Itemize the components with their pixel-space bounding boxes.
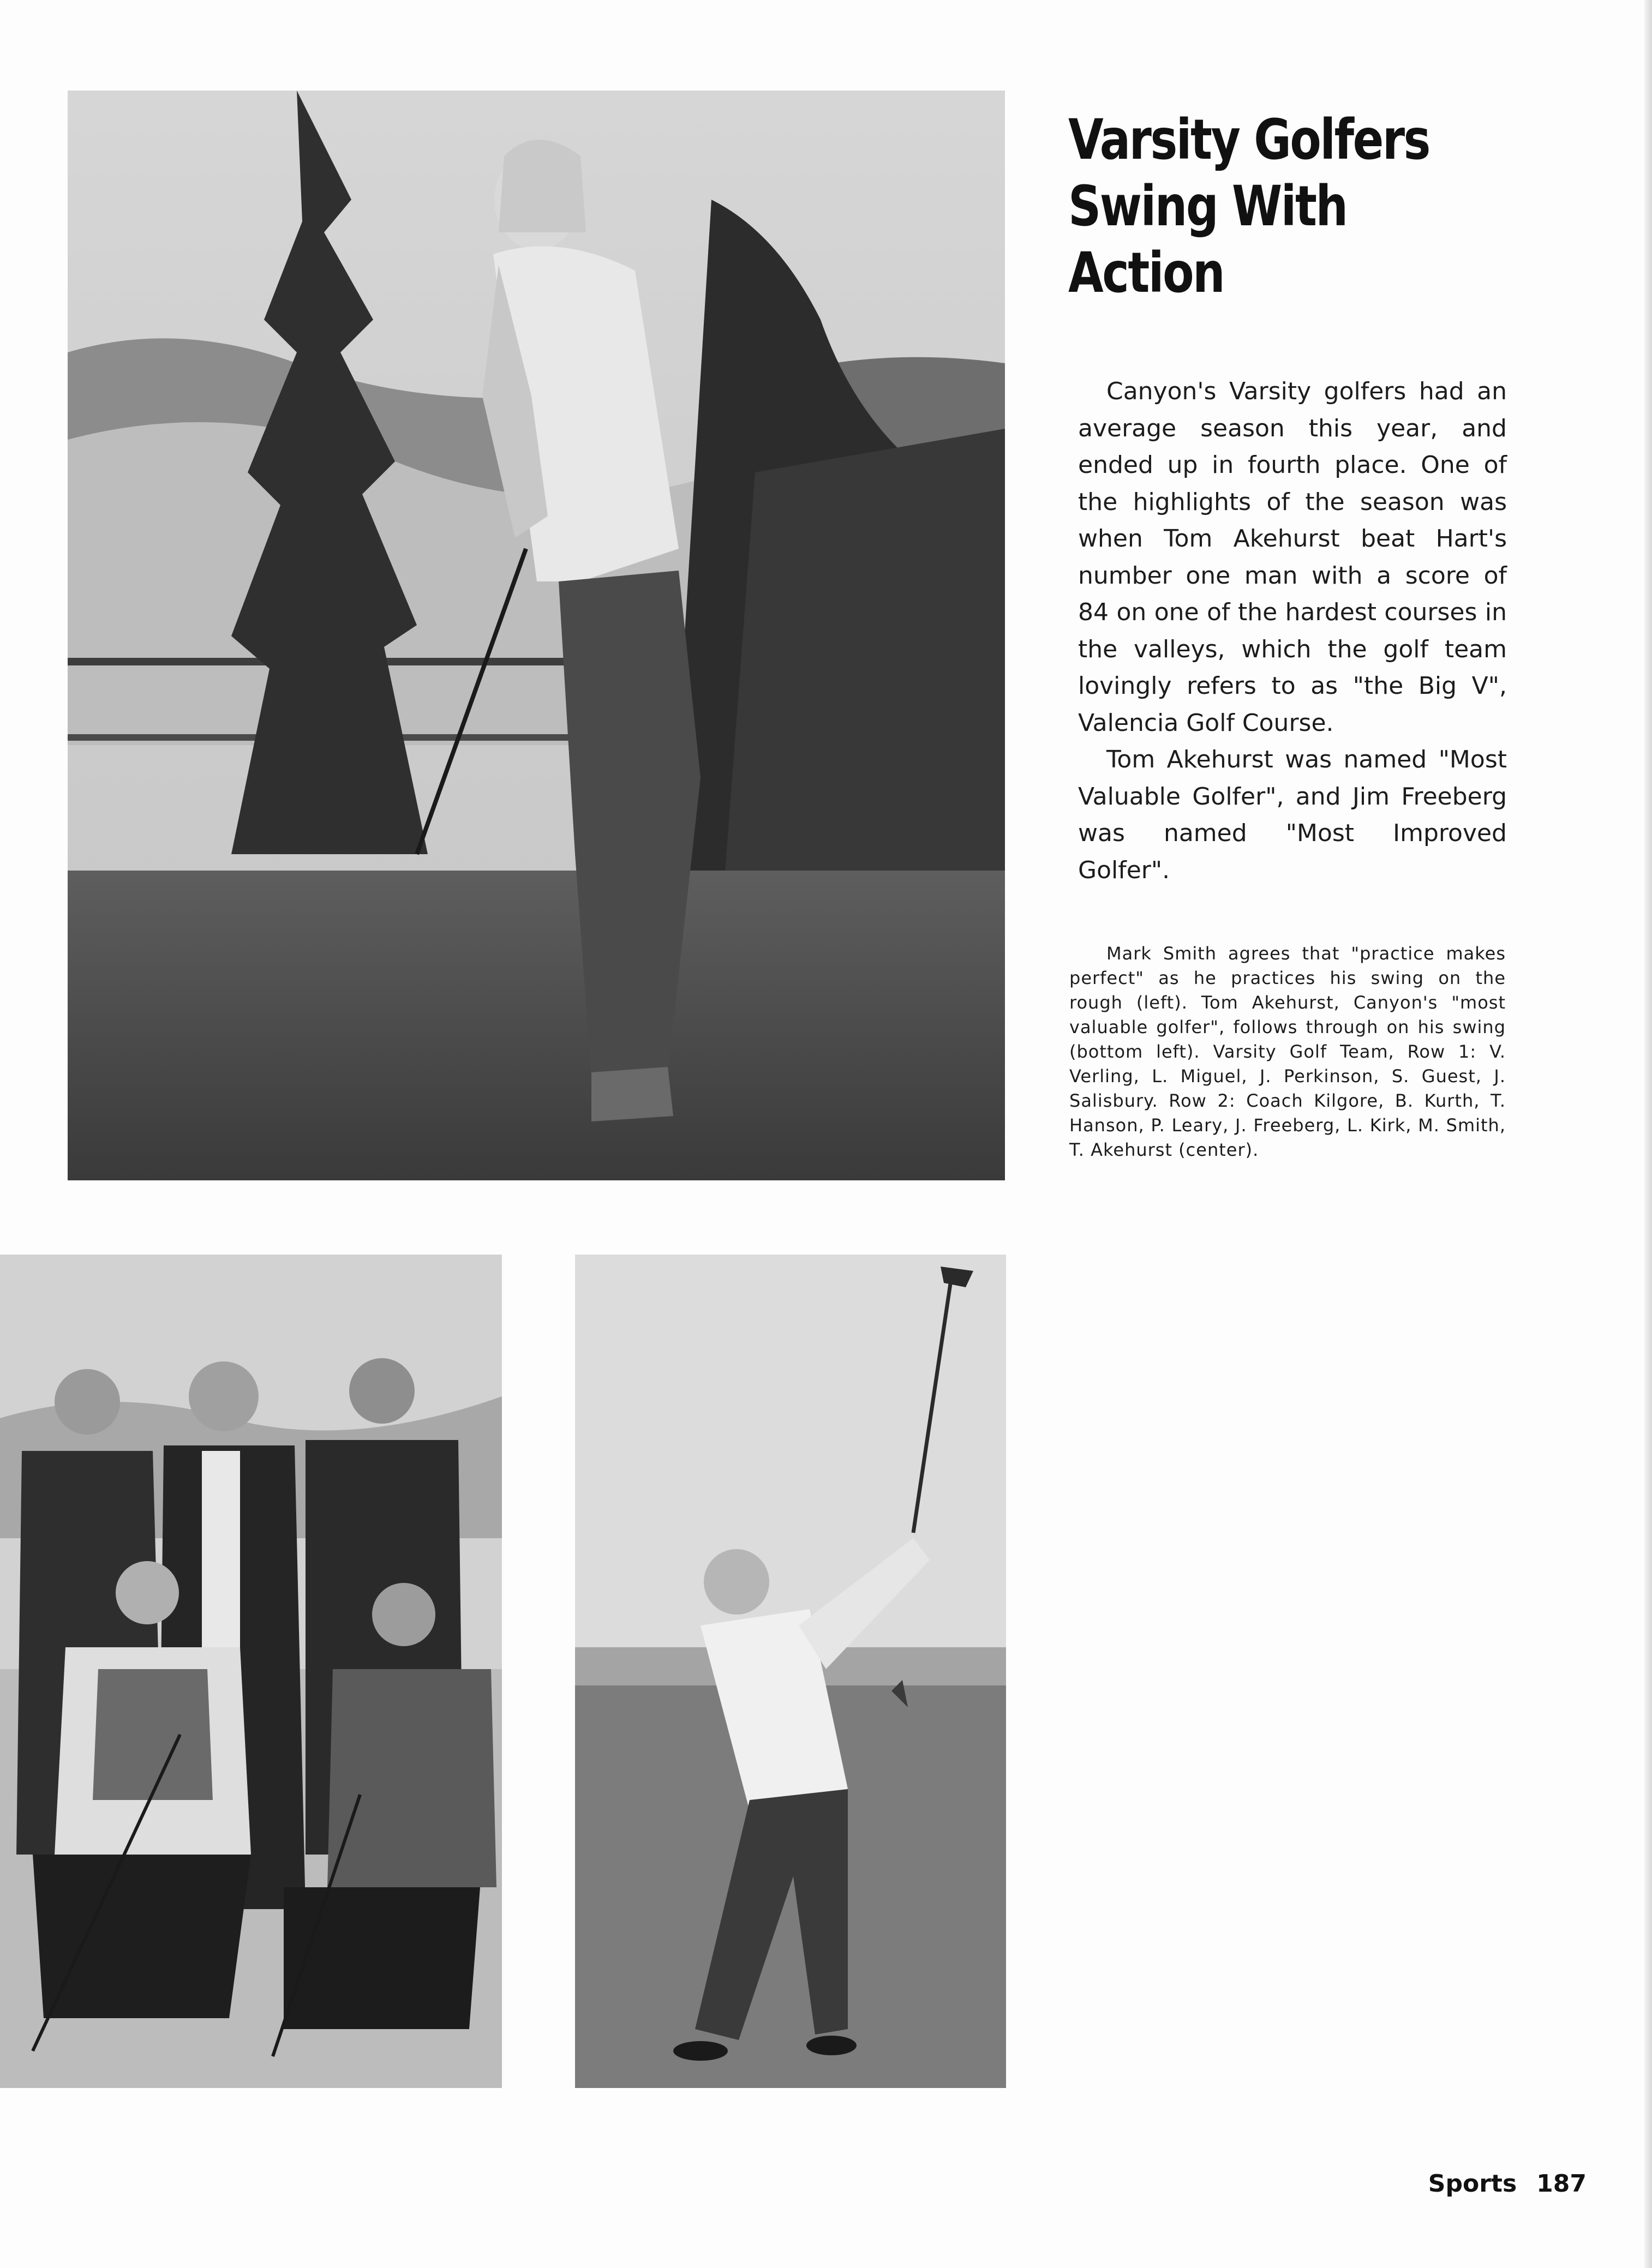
headline-line-1: Varsity Golfers bbox=[1068, 107, 1429, 172]
page-footer bbox=[1428, 2170, 1587, 2198]
caption-text: Mark Smith agrees that "practice makes perfect" as he practices his swing on the rough (left). Tom Akehurst, Canyon's "most valuable golfer", follows through on his swing (bottom left). Varsity Golf Team, Row 1: V. Verling, L. Miguel, J. Perkinson, S. Guest, J. Salisbury. Row 2: Coach Kilgore, B. Kurth, T. Hanson, P. Leary, J. Freeberg, L. Kirk, M. Smith, T. Akehurst (center). bbox=[1069, 943, 1506, 1160]
varsity-golf-team-photo bbox=[0, 1255, 502, 2088]
golfer-follow-through-photo bbox=[575, 1255, 1006, 2088]
golfer-practice-swing-photo bbox=[68, 91, 1005, 1180]
body-paragraph-1: Canyon's Varsity golfers had an average season this year, and ended up in fourth place. One of the highlights of the season was when Tom Akehurst beat Hart's number one man with a score of 84 on one of the hardest courses in the valleys, which the golf team lovingly refers to as "the Big V", Valencia Golf Course. bbox=[1078, 377, 1507, 737]
headline-line-2: Swing With bbox=[1068, 174, 1347, 239]
photo-main-drawing bbox=[68, 91, 1005, 1180]
page-number: 187 bbox=[1536, 2170, 1587, 2198]
section-label: Sports bbox=[1428, 2170, 1517, 2198]
article-headline bbox=[1068, 107, 1435, 307]
photo-caption bbox=[1069, 941, 1506, 1162]
page-edge-shadow bbox=[1644, 0, 1652, 2268]
headline-line-3: Action bbox=[1068, 241, 1224, 305]
photo-swing-drawing bbox=[575, 1255, 1006, 2088]
body-paragraph-2: Tom Akehurst was named "Most Valuable Golfer", and Jim Freeberg was named "Most Improved Golfer". bbox=[1078, 746, 1507, 884]
photo-team-drawing bbox=[0, 1255, 502, 2088]
article-body bbox=[1078, 373, 1507, 889]
